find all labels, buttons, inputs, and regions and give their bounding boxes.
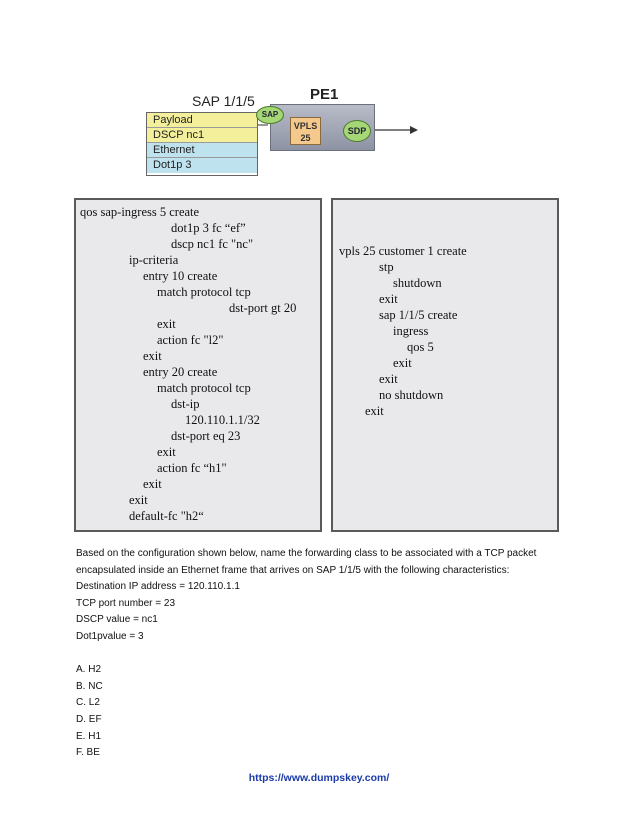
pe-title: PE1 [310, 86, 339, 103]
ethernet-frame [146, 112, 258, 176]
config-line: exit [157, 317, 176, 331]
question-detail: DSCP value = nc1 [76, 614, 158, 626]
spacer [76, 646, 576, 663]
config-line: exit [379, 372, 398, 386]
question-text: Based on the configuration shown below, name the forwarding class to be associated with a TCP packet [76, 548, 537, 559]
answer-option: B. NC [76, 680, 103, 692]
answer-option: F. BE [76, 747, 100, 759]
config-line: sap 1/1/5 create [379, 308, 458, 322]
config-line: default-fc "h2“ [129, 509, 204, 523]
config-line: dst-ip [171, 397, 200, 411]
config-line: qos 5 [407, 340, 434, 354]
config-line: exit [379, 292, 398, 306]
sdp-oval: SDP [343, 120, 371, 142]
config-line: action fc “h1" [157, 461, 227, 475]
config-line: exit [393, 356, 412, 370]
config-line: shutdown [393, 276, 442, 290]
frame-row-dot1p: Dot1p 3 [147, 158, 257, 173]
config-line: entry 20 create [143, 365, 218, 379]
config-line: exit [157, 445, 176, 459]
sap-title: SAP 1/1/5 [192, 93, 255, 109]
config-line: no shutdown [379, 388, 444, 402]
frame-row-dscp: DSCP nc1 [147, 128, 257, 143]
sap-oval: SAP [256, 106, 284, 124]
config-line: dscp nc1 fc "nc" [171, 237, 254, 251]
config-panel-qos [74, 198, 322, 532]
question-block [76, 546, 576, 762]
question-text: encapsulated inside an Ethernet frame that arrives on SAP 1/1/5 with the following characteristics: [76, 564, 510, 576]
config-line: stp [379, 260, 394, 274]
config-line: match protocol tcp [157, 285, 251, 299]
config-line: dot1p 3 fc “ef” [171, 221, 246, 235]
config-line: qos sap-ingress 5 create [80, 205, 200, 219]
answer-option: C. L2 [76, 697, 100, 709]
frame-row-payload: Payload [147, 113, 257, 128]
config-line: dst-port gt 20 [229, 301, 297, 315]
config-line: exit [143, 477, 162, 491]
config-line: dst-port eq 23 [171, 429, 241, 443]
config-line: vpls 25 customer 1 create [339, 244, 467, 258]
config-line: 120.110.1.1/32 [185, 413, 260, 427]
footer-link[interactable]: https://www.dumpskey.com/ [248, 772, 390, 784]
vpls-label: VPLS [293, 121, 318, 131]
config-line: exit [129, 493, 148, 507]
config-panel-vpls [331, 198, 559, 532]
vpls-box [290, 117, 321, 145]
config-line: ingress [393, 324, 429, 338]
config-line: exit [365, 404, 384, 418]
config-line: ip-criteria [129, 253, 179, 267]
answer-option: D. EF [76, 713, 102, 725]
frame-row-ethernet: Ethernet [147, 143, 257, 158]
question-detail: Dot1pvalue = 3 [76, 630, 144, 642]
config-line: exit [143, 349, 162, 363]
config-line: match protocol tcp [157, 381, 251, 395]
answer-option: E. H1 [76, 730, 102, 742]
question-detail: TCP port number = 23 [76, 597, 176, 609]
config-line: action fc "l2" [157, 333, 224, 347]
answer-option: A. H2 [76, 664, 102, 676]
vpls-id: 25 [300, 133, 311, 143]
config-line: entry 10 create [143, 269, 218, 283]
question-detail: Destination IP address = 120.110.1.1 [76, 581, 240, 593]
